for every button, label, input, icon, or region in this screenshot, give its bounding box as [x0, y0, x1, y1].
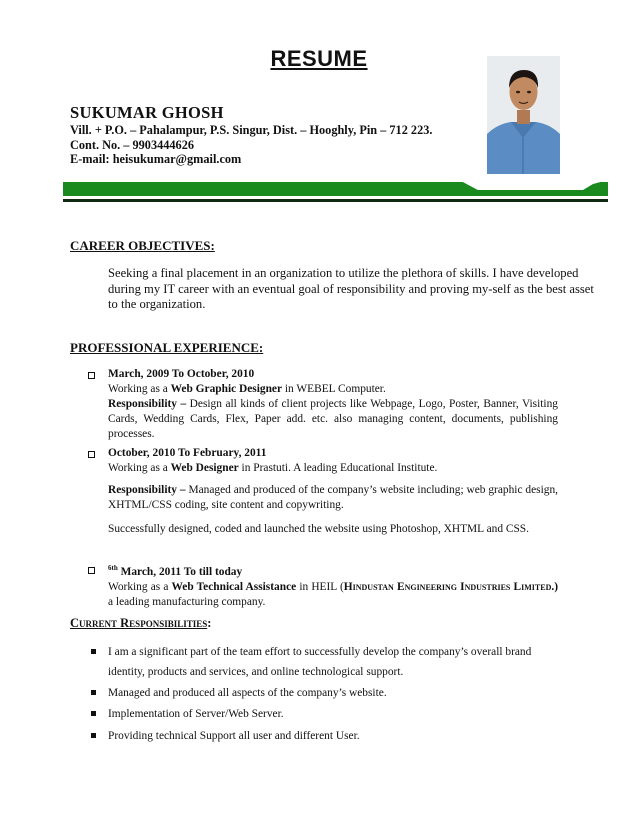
responsibility-label: Responsibility – [108, 484, 186, 496]
bullet-icon [88, 372, 95, 379]
candidate-name: SUKUMAR GHOSH [70, 103, 224, 122]
company-name: Hindustan Engineering Industries Limited.) [343, 580, 558, 593]
job-role: Web Designer [170, 462, 239, 474]
job-1: March, 2009 To October, 2010 Working as a Web Graphic Designer in WEBEL Computer. Responsibility – Design all kinds of client projects like Webpage, Logo, Poster, Banner, Visiting Cards, Wedding Cards, Flex, Paper add. etc. also managing content, documents, publishing processes. [108, 368, 558, 440]
job-2-extra: Successfully designed, coded and launched the website using Photoshop, XHTML and CSS. [108, 523, 529, 535]
current-heading: Current Responsibilities: [70, 616, 212, 630]
experience-heading: PROFESSIONAL EXPERIENCE: [70, 340, 264, 355]
bullet-icon [88, 451, 95, 458]
bullet-icon [91, 649, 96, 654]
address-line: Vill. + P.O. – Pahalampur, P.S. Singur, Dist. – Hooghly, Pin – 712 223. [70, 123, 433, 137]
email-line: E-mail: heisukumar@gmail.com [70, 152, 242, 166]
responsibility-text: Managed and produced of the company’s website including; web graphic design, XHTML/CSS coding, site content and copywriting. [108, 484, 558, 511]
bullet-icon [91, 733, 96, 738]
profile-photo [487, 56, 560, 174]
job-role: Web Graphic Designer [170, 383, 283, 395]
career-heading: CAREER OBJECTIVES: [70, 238, 215, 253]
list-item: Providing technical Support all user and different User. [108, 730, 360, 742]
list-item: I am a significant part of the team effort to successfully develop the company’s overall brand identity, products and services, and online technological support. [108, 646, 532, 678]
list-item: Implementation of Server/Web Server. [108, 708, 284, 720]
list-item: Managed and produced all aspects of the company’s website. [108, 687, 387, 699]
job-period: $^{6th}$ March, 2011 To till today [108, 564, 243, 578]
header-banner [63, 182, 608, 208]
bullet-icon [91, 690, 96, 695]
job-3: $^{6th}$ March, 2011 To till today Working as a Web Technical Assistance in HEIL (Hindustan Engineering Industries Limited.) a leading manufacturing company. [108, 564, 558, 608]
responsibility-label: Responsibility – [108, 398, 187, 410]
career-text: Seeking a final placement in an organization to utilize the plethora of skills. I have developed during my IT career with an eventual goal of responsibility and proving my-self as the best asset to the organization. [108, 266, 594, 311]
resume-title: RESUME [270, 46, 368, 71]
phone-line: Cont. No. – 9903444626 [70, 138, 194, 152]
responsibility-text: Design all kinds of client projects like Webpage, Logo, Poster, Banner, Visiting Cards, Wedding Cards, Flex, Paper add. etc. also managing content, documents, publishing processes. [108, 398, 558, 440]
bullet-icon [88, 567, 95, 574]
job-2-responsibility [108, 483, 558, 513]
job-2: October, 2010 To February, 2011 Working as a Web Designer in Prastuti. A leading Educational Institute. [108, 447, 438, 474]
bullet-icon [91, 711, 96, 716]
job-period: March, 2009 To October, 2010 [108, 368, 255, 380]
job-period: October, 2010 To February, 2011 [108, 447, 267, 459]
job-role: Web Technical Assistance [171, 580, 297, 593]
